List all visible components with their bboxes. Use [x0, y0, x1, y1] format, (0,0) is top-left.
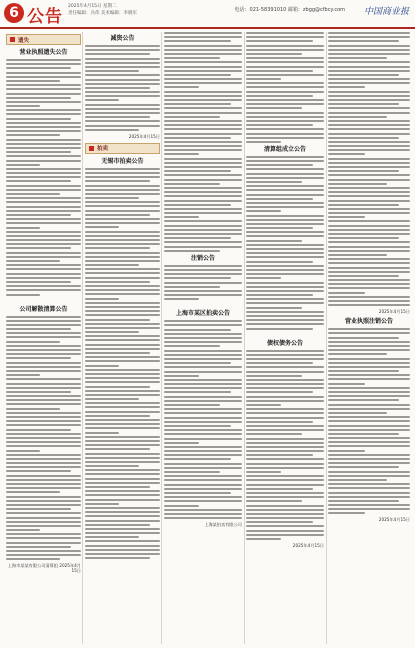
- column-divider: [326, 32, 327, 644]
- section-title: 公告: [27, 7, 63, 27]
- notice-body: [164, 32, 242, 252]
- column-4: [246, 32, 324, 644]
- notice-body: [328, 32, 410, 306]
- notice-body: [85, 168, 160, 559]
- category-banner: 拍卖: [85, 143, 160, 154]
- notice-signature: 2025年4月15日: [378, 309, 410, 315]
- issue-date: 2025年4月15日 星期二: [68, 4, 117, 9]
- page-header: [0, 0, 415, 29]
- notice-title: 无锡市拍卖公告: [101, 157, 144, 165]
- notice-body: [85, 45, 160, 131]
- column-3: [164, 32, 242, 644]
- notice-body: [246, 156, 324, 330]
- notice-title: 营业执照遗失公告: [19, 49, 68, 56]
- column-divider: [244, 32, 245, 644]
- notice-signature: 上海市某某有限公司清算组 2025年4月15日: [7, 563, 81, 574]
- notice-title: 减资公告: [110, 35, 135, 42]
- notice-body: [164, 320, 242, 519]
- notice-title: 公司解散清算公告: [19, 305, 68, 313]
- category-banner: 遗失: [6, 34, 81, 45]
- column-5: [328, 32, 410, 644]
- notice-title: 营业执照注销公告: [344, 318, 393, 326]
- notice-body: [6, 316, 81, 561]
- notice-body: [6, 59, 81, 296]
- notice-title: 债权债务公告: [266, 339, 303, 347]
- notice-signature: 2025年4月15日: [128, 133, 160, 139]
- notice-body: [246, 32, 324, 143]
- notice-title: 注销公告: [190, 254, 215, 262]
- notice-body: [246, 350, 324, 540]
- newspaper-brand: 中国商业报: [363, 7, 409, 17]
- contact-info: 电话：021-58391010 邮箱：zbgg@cfbcy.com: [234, 7, 345, 13]
- notice-title: 上海市某区拍卖公告: [175, 310, 230, 318]
- column-2: [85, 32, 160, 644]
- column-1: [6, 32, 81, 644]
- notice-signature: 上海某拍卖有限公司: [204, 522, 242, 528]
- column-divider: [161, 32, 162, 644]
- notice-body: [164, 265, 242, 301]
- notice-body: [328, 328, 410, 514]
- notice-title: 清算组成立公告: [263, 145, 306, 153]
- editor-credits: 责任编辑：冯伟 美术编辑：李晓军: [68, 11, 137, 16]
- page-number-badge: 6: [4, 3, 24, 23]
- column-divider: [82, 32, 83, 644]
- notice-signature: 2025年4月15日: [378, 517, 410, 523]
- notice-signature: 2025年4月15日: [292, 543, 324, 548]
